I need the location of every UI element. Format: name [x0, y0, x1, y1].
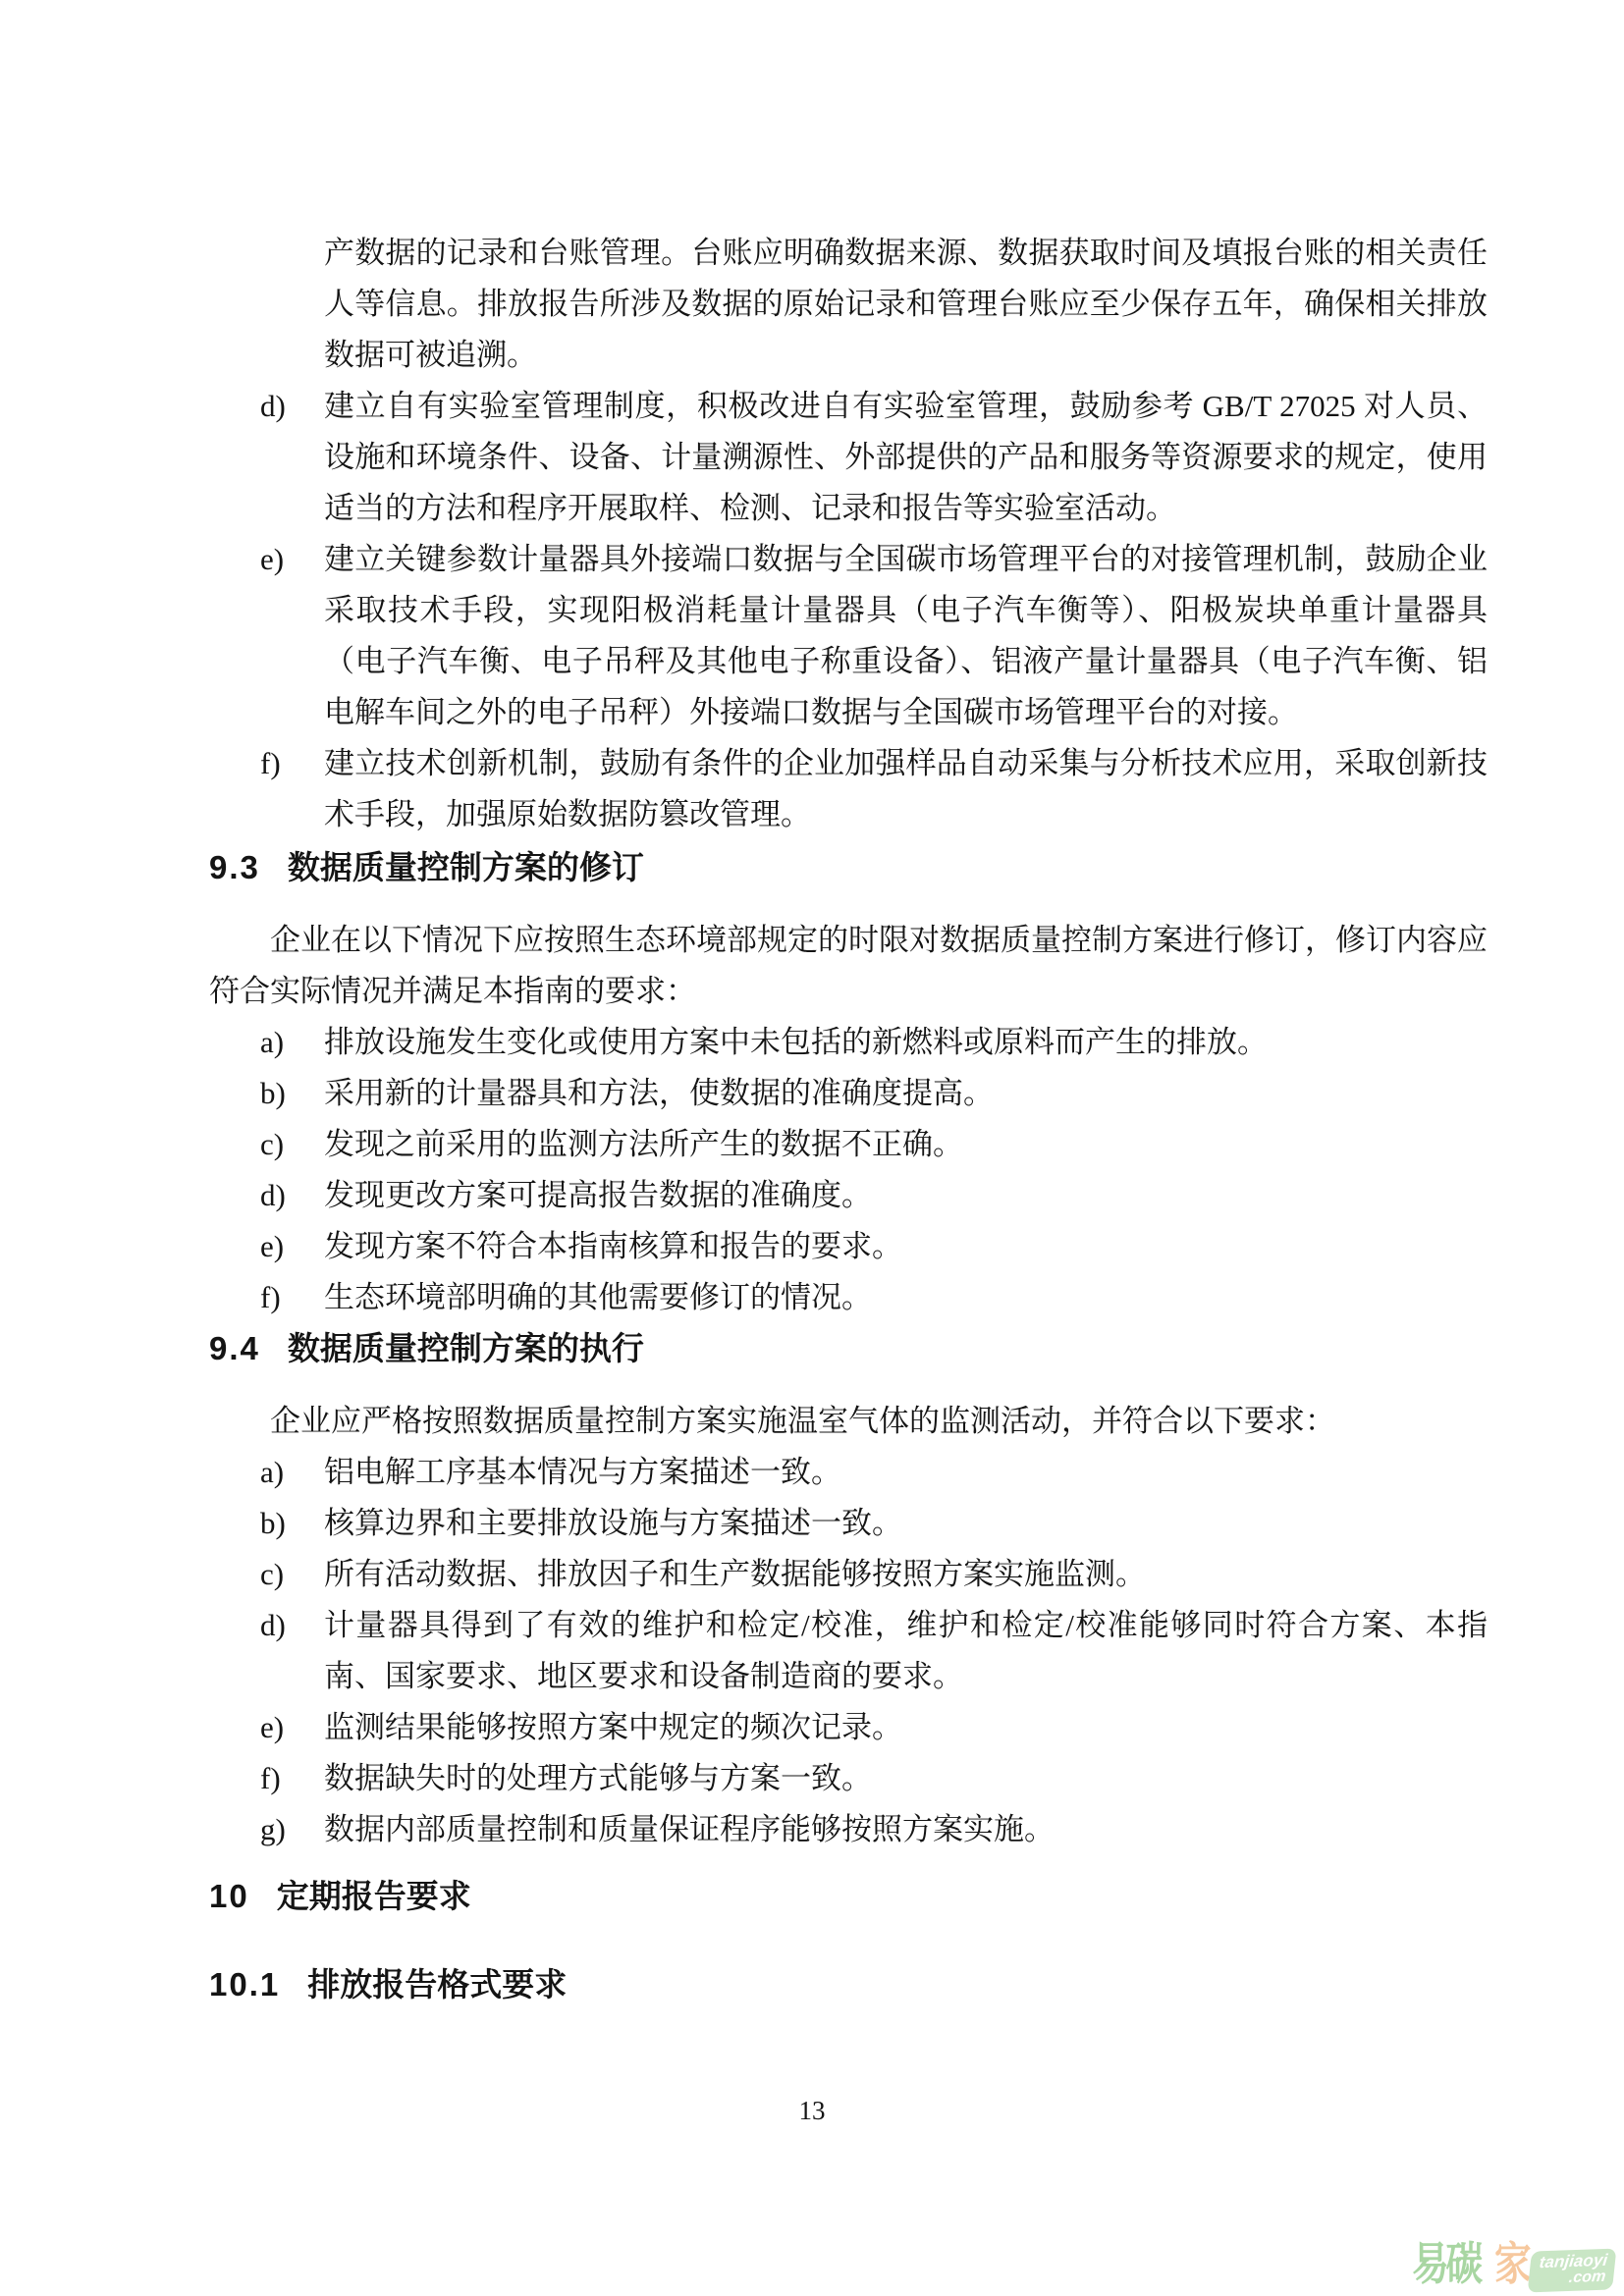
section-title: 定期报告要求 — [276, 1878, 471, 1914]
list-item-text: 监测结果能够按照方案中规定的频次记录。 — [324, 1710, 902, 1744]
list-item-text: 数据内部质量控制和质量保证程序能够按照方案实施。 — [324, 1812, 1055, 1846]
list-item-text: 建立关键参数计量器具外接端口数据与全国碳市场管理平台的对接管理机制，鼓励企业采取技术手段，实现阳极消耗量计量器具（电子汽车衡等）、阳极炭块单重计量器具（电子汽车衡、电子吊秤及其他电子称重设备）、铝液产量计量器具（电子汽车衡、铝电解车间之外的电子吊秤）外接端口数据与全国碳市场管理平台的对接。 — [324, 542, 1488, 729]
watermark-orange-char: 家 — [1494, 2238, 1529, 2289]
list-item-text: 核算边界和主要排放设施与方案描述一致。 — [324, 1506, 902, 1540]
list-item-label: f) — [260, 1280, 281, 1314]
watermark-badge — [1528, 2249, 1617, 2293]
list-item-label: b) — [260, 1076, 286, 1110]
list-item-label: c) — [260, 1557, 285, 1591]
list-item-text: 发现之前采用的监测方法所产生的数据不正确。 — [324, 1127, 963, 1161]
list-item-text: 发现更改方案可提高报告数据的准确度。 — [324, 1178, 872, 1212]
list-item-label: e) — [260, 1229, 285, 1263]
list-item-text: 发现方案不符合本指南核算和报告的要求。 — [324, 1229, 902, 1263]
list-item-g — [260, 1804, 1488, 1855]
section-title: 数据质量控制方案的修订 — [287, 849, 644, 885]
list-item-c — [260, 1119, 1488, 1170]
list-item-text: 所有活动数据、排放因子和生产数据能够按照方案实施监测。 — [324, 1557, 1146, 1591]
section-9-4-intro: 企业应严格按照数据质量控制方案实施温室气体的监测活动，并符合以下要求： — [270, 1404, 1335, 1438]
list-item-text: 建立技术创新机制，鼓励有条件的企业加强样品自动采集与分析技术应用，采取创新技术手段，加强原始数据防篡改管理。 — [324, 746, 1488, 831]
list-item-c — [260, 1549, 1488, 1600]
list-item-d — [260, 381, 1488, 534]
list-item-label: d) — [260, 1608, 286, 1642]
section-9-3-intro: 企业在以下情况下应按照生态环境部规定的时限对数据质量控制方案进行修订，修订内容应符合实际情况并满足本指南的要求： — [209, 923, 1488, 1008]
list-item-text: 生态环境部明确的其他需要修订的情况。 — [324, 1280, 872, 1314]
list-item-text: 排放设施发生变化或使用方案中未包括的新燃料或原料而产生的排放。 — [324, 1025, 1268, 1059]
list-item-label: f) — [260, 1761, 281, 1795]
list-item-label: g) — [260, 1812, 286, 1846]
list-item-a — [260, 1017, 1488, 1068]
paragraph-continuation: 产数据的记录和台账管理。台账应明确数据来源、数据获取时间及填报台账的相关责任人等信息。排放报告所涉及数据的原始记录和管理台账应至少保存五年，确保相关排放数据可被追溯。 — [324, 236, 1488, 372]
list-item-label: e) — [260, 542, 285, 576]
section-heading-10 — [209, 1875, 1488, 1918]
list-item-b — [260, 1068, 1488, 1119]
list-item-d — [260, 1170, 1488, 1221]
list-item-text: 计量器具得到了有效的维护和检定/校准，维护和检定/校准能够同时符合方案、本指南、国家要求、地区要求和设备制造商的要求。 — [324, 1608, 1488, 1693]
list-item-d — [260, 1600, 1488, 1702]
list-item-e — [260, 1702, 1488, 1753]
list-item-label: a) — [260, 1455, 285, 1489]
list-item-text: 数据缺失时的处理方式能够与方案一致。 — [324, 1761, 872, 1795]
list-item-a — [260, 1447, 1488, 1498]
section-heading-9-4 — [209, 1327, 1488, 1370]
list-item-label: e) — [260, 1710, 285, 1744]
watermark-green-chars: 易碳 — [1412, 2238, 1480, 2289]
section-number: 10 — [209, 1878, 249, 1914]
list-item-label: d) — [260, 1178, 286, 1212]
list-item-f — [260, 1272, 1488, 1323]
list-item-label: d) — [260, 389, 286, 423]
list-item-text: 铝电解工序基本情况与方案描述一致。 — [324, 1455, 841, 1489]
list-item-f — [260, 738, 1488, 840]
section-heading-9-3 — [209, 846, 1488, 889]
list-item-label: c) — [260, 1127, 285, 1161]
watermark-logo — [1412, 2230, 1624, 2291]
section-number: 9.3 — [209, 849, 260, 885]
section-title: 排放报告格式要求 — [307, 1966, 568, 2002]
list-item-f — [260, 1753, 1488, 1804]
watermark-badge-line2: .com — [1567, 2268, 1607, 2287]
section-number: 9.4 — [209, 1330, 260, 1366]
list-item-label: a) — [260, 1025, 285, 1059]
list-item-e — [260, 1221, 1488, 1272]
section-number: 10.1 — [209, 1966, 281, 2002]
list-item-e — [260, 534, 1488, 738]
list-item-label: f) — [260, 746, 281, 780]
list-item-label: b) — [260, 1506, 286, 1540]
page-number: 13 — [798, 2096, 826, 2125]
section-heading-10-1 — [209, 1963, 1488, 2006]
watermark-badge-line1: tanjiaoyi — [1538, 2250, 1609, 2272]
list-item-b — [260, 1498, 1488, 1549]
list-item-text: 建立自有实验室管理制度，积极改进自有实验室管理，鼓励参考 GB/T 27025 对人员、设施和环境条件、设备、计量溯源性、外部提供的产品和服务等资源要求的规定，使用适当的方法和程序开展取样、检测、记录和报告等实验室活动。 — [324, 389, 1488, 525]
list-item-text: 采用新的计量器具和方法，使数据的准确度提高。 — [324, 1076, 994, 1110]
section-title: 数据质量控制方案的执行 — [287, 1330, 644, 1366]
